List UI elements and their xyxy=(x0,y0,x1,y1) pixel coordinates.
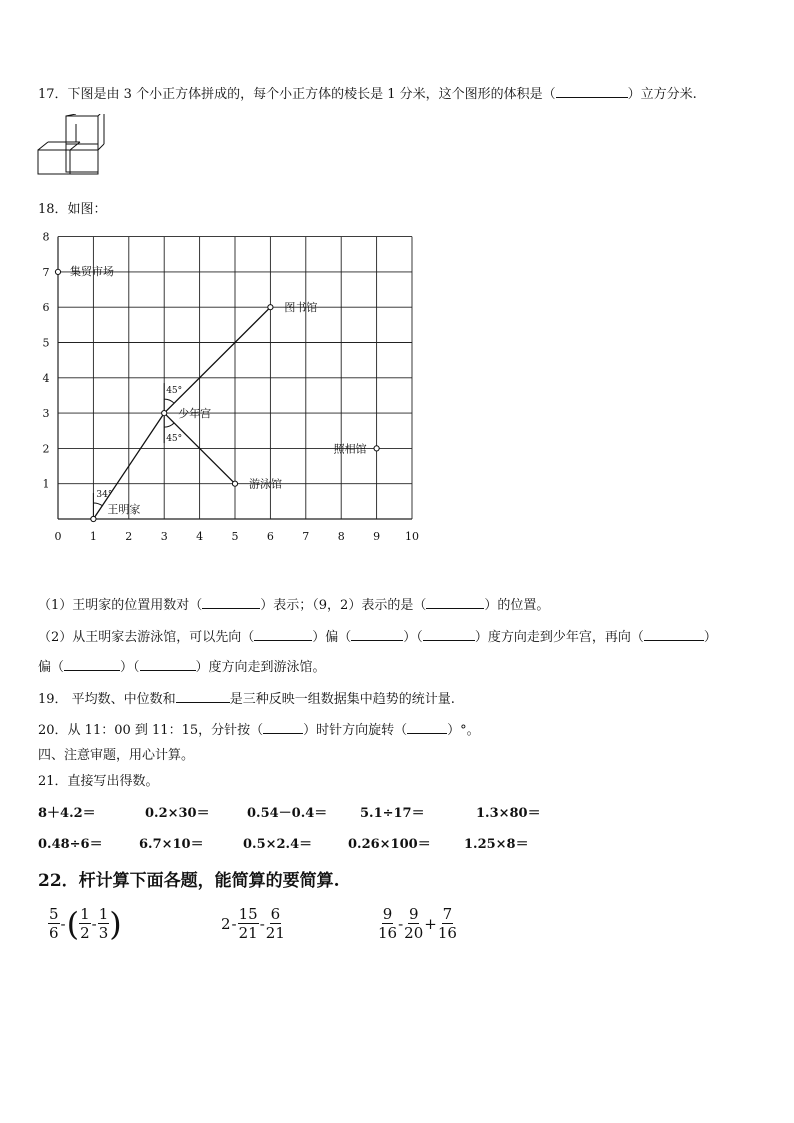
x-tick-label: 5 xyxy=(231,530,239,543)
y-tick-label: 6 xyxy=(42,301,50,315)
q18-sub2-1e: ） xyxy=(703,630,717,645)
angle-label: 45° xyxy=(166,386,183,397)
q18-sub1-blank-2[interactable] xyxy=(426,596,484,609)
q18-sub2-1b: ）偏（ xyxy=(312,630,352,645)
x-tick-label: 4 xyxy=(196,530,204,543)
expression-1 xyxy=(48,905,122,942)
q21-row1-item-5: 1.3×80＝ xyxy=(476,806,541,821)
y-tick-label: 4 xyxy=(42,371,50,385)
e2-fraction-2: $\frac{6}{21}$ xyxy=(265,905,285,942)
location-label: 图书馆 xyxy=(284,301,318,315)
q18-sub2-2a: 偏（ xyxy=(38,660,65,675)
angle-label: 34° xyxy=(96,490,113,500)
q18-sub2-blank-2[interactable] xyxy=(351,628,403,641)
q21-row1-item-3: 0.54－0.4＝ xyxy=(247,806,328,821)
question-19 xyxy=(38,688,455,707)
y-tick-label: 5 xyxy=(42,336,50,350)
e3-fraction-1: $\frac{9}{16}$ xyxy=(378,905,398,942)
location-label: 游泳馆 xyxy=(249,477,282,491)
expression-2 xyxy=(221,905,285,942)
y-tick-label: 7 xyxy=(42,265,50,279)
q20-text-c: ）°。 xyxy=(447,723,480,738)
y-tick-label: 8 xyxy=(42,230,50,244)
grid-layer xyxy=(58,237,412,519)
q19-text-after: 是三种反映一组数据集中趋势的统计量. xyxy=(229,692,455,707)
e3-fraction-2: $\frac{9}{20}$ xyxy=(404,905,424,942)
e2-op-1: - xyxy=(231,914,237,933)
q18-sub1-blank-1[interactable] xyxy=(202,596,260,609)
q20-text-a: 20．从 11：00 到 11：15，分针按（ xyxy=(38,723,264,738)
question-18-title: 18．如图： xyxy=(38,202,107,217)
q18-sub1 xyxy=(38,594,549,613)
location-point xyxy=(374,446,379,451)
q18-sub2-blank-3[interactable] xyxy=(423,628,475,641)
x-tick-label: 6 xyxy=(266,530,274,543)
q21-row2-item-2: 6.7×10＝ xyxy=(139,837,204,852)
q21-row2-item-4: 0.26×100＝ xyxy=(348,837,431,852)
q20-text-b: ）时针方向旋转（ xyxy=(303,723,408,738)
q18-sub2-1d: ）度方向走到少年宫，再向（ xyxy=(474,630,644,645)
q18-sub2-line2 xyxy=(38,656,326,675)
e3-fraction-3: $\frac{7}{16}$ xyxy=(437,905,457,942)
e2-fraction-1: $\frac{15}{21}$ xyxy=(238,905,258,942)
e2-op-2: - xyxy=(259,914,265,933)
q18-sub2-2c: ）度方向走到游泳馆。 xyxy=(195,660,326,675)
question-17 xyxy=(38,83,697,102)
angle-label: 45° xyxy=(166,434,183,445)
q19-answer-blank[interactable] xyxy=(176,690,230,703)
e3-op-2: + xyxy=(424,914,437,933)
q20-answer-blank-1[interactable] xyxy=(263,721,303,734)
q21-row2-item-1: 0.48÷6＝ xyxy=(38,837,103,852)
q17-text-before: 下图是由 3 个小正方体拼成的，每个小正方体的棱长是 1 分米，这个图形的体积是（ xyxy=(67,87,556,102)
q19-text-before: 19． 平均数、中位数和 xyxy=(38,692,176,707)
e3-op-1: - xyxy=(398,914,404,933)
q18-sub1-c: ）的位置。 xyxy=(484,598,550,613)
e1-fraction-3: $\frac{1}{3}$ xyxy=(98,905,109,942)
q18-sub2-1c: ）（ xyxy=(403,630,423,645)
q21-row2-item-3: 0.5×2.4＝ xyxy=(243,837,313,852)
q18-sub2-blank-5[interactable] xyxy=(64,658,120,671)
y-tick-label: 2 xyxy=(42,442,50,456)
question-20 xyxy=(38,719,480,738)
location-label: 少年宫 xyxy=(178,407,212,421)
question-21-title: 21．直接写出得数。 xyxy=(38,774,159,789)
q20-answer-blank-2[interactable] xyxy=(407,721,447,734)
q21-row1-item-1: 8＋4.2＝ xyxy=(38,806,96,821)
point-layer xyxy=(55,264,379,522)
q18-sub2-blank-4[interactable] xyxy=(644,628,704,641)
q21-row2-item-5: 1.25×8＝ xyxy=(464,837,529,852)
x-tick-label: 8 xyxy=(337,530,345,543)
q18-sub2-2b: ）（ xyxy=(120,660,140,675)
q17-text-after: ）立方分米. xyxy=(627,87,697,102)
x-tick-label: 1 xyxy=(89,530,97,543)
x-tick-label: 10 xyxy=(405,530,419,543)
e1-op-1: - xyxy=(60,914,66,933)
e1-fraction-2: $\frac{1}{2}$ xyxy=(80,905,90,942)
x-tick-label: 2 xyxy=(125,530,133,543)
y-tick-label: 1 xyxy=(42,477,50,491)
x-tick-label: 0 xyxy=(54,530,62,543)
q18-sub2-line1 xyxy=(38,626,717,645)
angle-arc xyxy=(164,423,174,427)
location-point xyxy=(268,305,273,310)
y-tick-label: 3 xyxy=(42,407,50,421)
location-point xyxy=(91,516,96,521)
q18-sub2-blank-1[interactable] xyxy=(254,628,312,641)
q21-row1-item-2: 0.2×30＝ xyxy=(145,806,210,821)
location-label: 王明家 xyxy=(107,503,141,516)
angle-arc xyxy=(93,503,102,506)
e1-fraction-1: $\frac{5}{6}$ xyxy=(49,905,59,942)
e2-whole: 2 xyxy=(221,914,231,933)
q18-sub1-b: ）表示；（9，2）表示的是（ xyxy=(260,598,427,613)
x-tick-label: 3 xyxy=(160,530,168,543)
location-point xyxy=(55,269,60,274)
location-point xyxy=(232,481,237,486)
q18-sub2-1a: （2）从王明家去游泳馆，可以先向（ xyxy=(38,630,255,645)
cube-figure xyxy=(36,114,106,176)
e1-op-2: - xyxy=(91,914,97,933)
location-label: 照相馆 xyxy=(333,442,367,456)
section-4-heading: 四、注意审题，用心计算。 xyxy=(38,748,195,763)
route-segment xyxy=(164,307,270,413)
question-22-title: 22．杆计算下面各题，能简算的要简算. xyxy=(38,871,340,891)
q17-number: 17． xyxy=(38,87,68,102)
x-tick-label: 7 xyxy=(302,530,310,543)
location-point xyxy=(162,411,167,416)
e1-right-paren: ) xyxy=(109,904,122,943)
e1-left-paren: ( xyxy=(66,904,80,943)
q18-sub1-a: （1）王明家的位置用数对（ xyxy=(38,598,203,613)
q21-row1-item-4: 5.1÷17＝ xyxy=(360,806,425,821)
expression-3 xyxy=(378,905,457,942)
location-label: 集贸市场 xyxy=(70,264,114,278)
q18-sub2-blank-6[interactable] xyxy=(140,658,196,671)
coordinate-grid-chart xyxy=(30,226,430,548)
q17-answer-blank[interactable] xyxy=(556,85,628,98)
x-tick-label: 9 xyxy=(373,530,381,543)
angle-layer xyxy=(93,383,182,519)
angle-arc xyxy=(164,399,174,403)
